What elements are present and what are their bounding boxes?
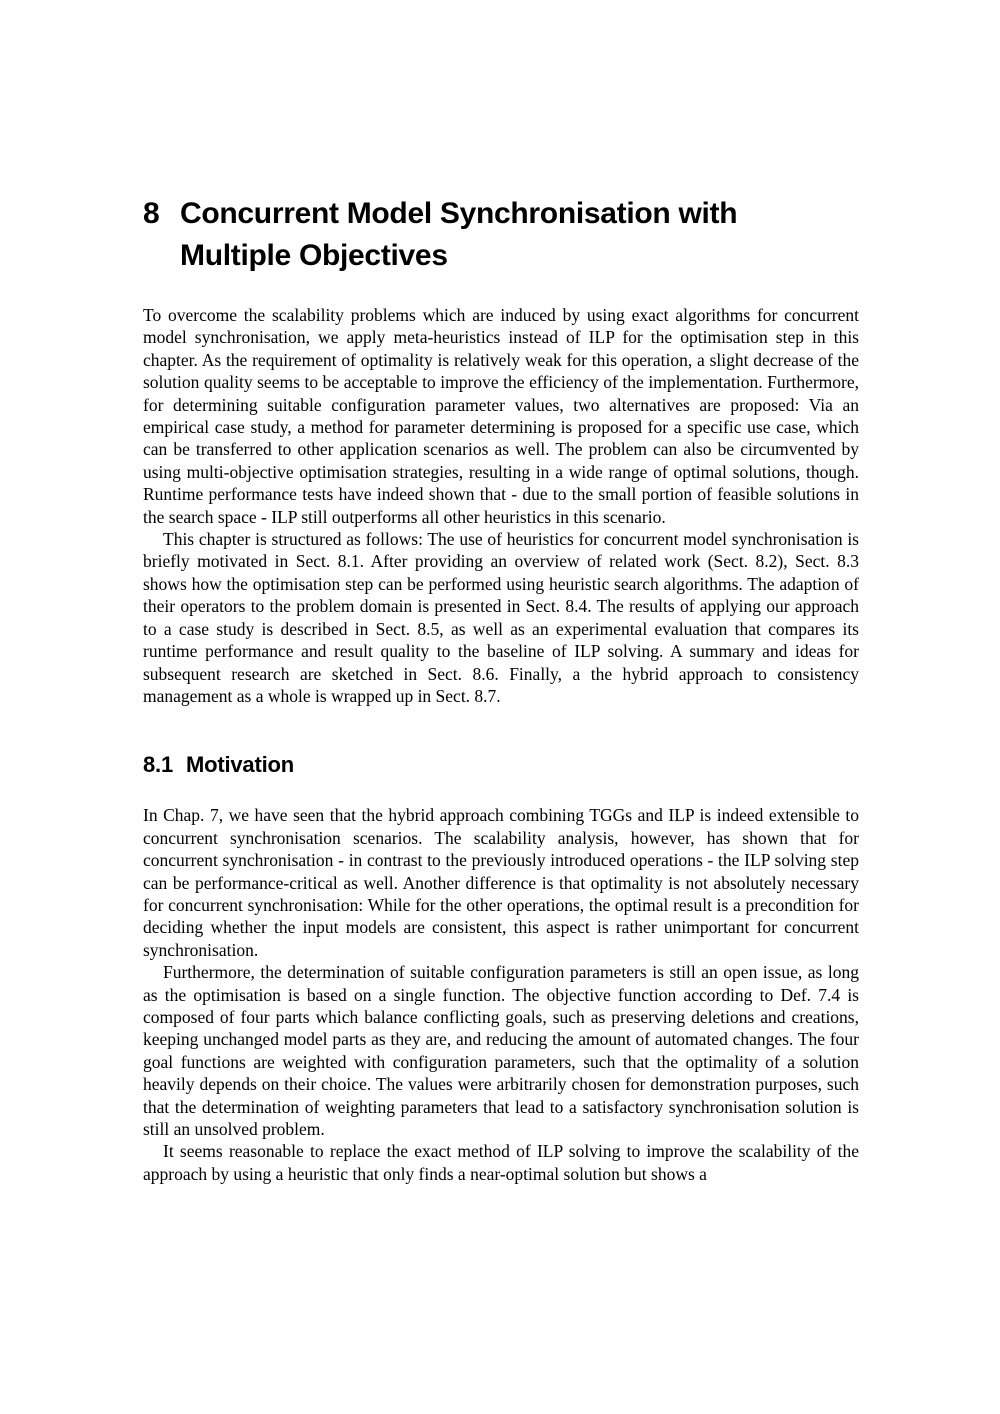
chapter-title bbox=[180, 193, 737, 277]
chapter-heading bbox=[143, 193, 859, 277]
section-heading bbox=[143, 751, 859, 779]
section-paragraph-3: It seems reasonable to replace the exact method of ILP solving to improve the scalability of the approach by using a heuristic that only finds a near-optimal solution but shows a bbox=[143, 1141, 859, 1184]
section-paragraph-2: Furthermore, the determination of suitable configuration parameters is still an open issue, as long as the optimisation is based on a single function. The objective function according to Def. 7.4 is composed of four parts which balance conflicting goals, such as preserving deletions and creations, keeping unchanged model parts as they are, and reducing the amount of automated changes. The four goal functions are weighted with configuration parameters, such that the optimality of a solution heavily depends on their choice. The values were arbitrarily chosen for demonstration purposes, such that the determination of weighting parameters that lead to a satisfactory synchronisation solution is still an unsolved problem. bbox=[143, 962, 859, 1139]
chapter-number: 8 bbox=[143, 197, 160, 230]
section-title: Motivation bbox=[185, 752, 294, 778]
intro-paragraph-2: This chapter is structured as follows: The use of heuristics for concurrent model synchronisation is briefly motivated in Sect. 8.1. After providing an overview of related work (Sect. 8.2), Sect. 8.3 shows how the optimisation step can be performed using heuristic search algorithms. The adaption of their operators to the problem domain is presented in Sect. 8.4. The results of applying our approach to a case study is described in Sect. 8.5, as well as an experimental evaluation that compares its runtime performance and result quality to the baseline of ILP solving. A summary and ideas for subsequent research are sketched in Sect. 8.6. Finally, a the hybrid approach to consistency management as a whole is wrapped up in Sect. 8.7. bbox=[143, 529, 859, 706]
page-content bbox=[143, 193, 859, 1185]
chapter-title-line-1: Concurrent Model Synchronisation with bbox=[180, 197, 738, 230]
section-number: 8.1 bbox=[143, 752, 173, 778]
intro-paragraph-1: To overcome the scalability problems which are induced by using exact algorithms for concurrent model synchronisation, we apply meta-heuristics instead of ILP for the optimisation step in this chapter. As the requirement of optimality is relatively weak for this operation, a slight decrease of the solution quality seems to be acceptable to improve the efficiency of the implementation. Furthermore, for determining suitable configuration parameter values, two alternatives are proposed: Via an empirical case study, a method for parameter determining is proposed for a specific use case, which can be transferred to other application scenarios as well. The problem can also be circumvented by using multi-objective optimisation strategies, resulting in a wide range of optimal solutions, though. Runtime performance tests have indeed shown that - due to the small portion of feasible solutions in the search space - ILP still outperforms all other heuristics in this scenario. bbox=[143, 305, 859, 527]
chapter-title-line-2: Multiple Objectives bbox=[180, 239, 448, 272]
section-paragraph-1: In Chap. 7, we have seen that the hybrid approach combining TGGs and ILP is indeed extensible to concurrent synchronisation scenarios. The scalability analysis, however, has shown that for concurrent synchronisation - in contrast to the previously introduced operations - the ILP solving step can be performance-critical as well. Another difference is that optimality is not absolutely necessary for concurrent synchronisation: While for the other operations, the optimal result is a precondition for deciding whether the input models are consistent, this aspect is rather unimportant for concurrent synchronisation. bbox=[143, 805, 859, 960]
